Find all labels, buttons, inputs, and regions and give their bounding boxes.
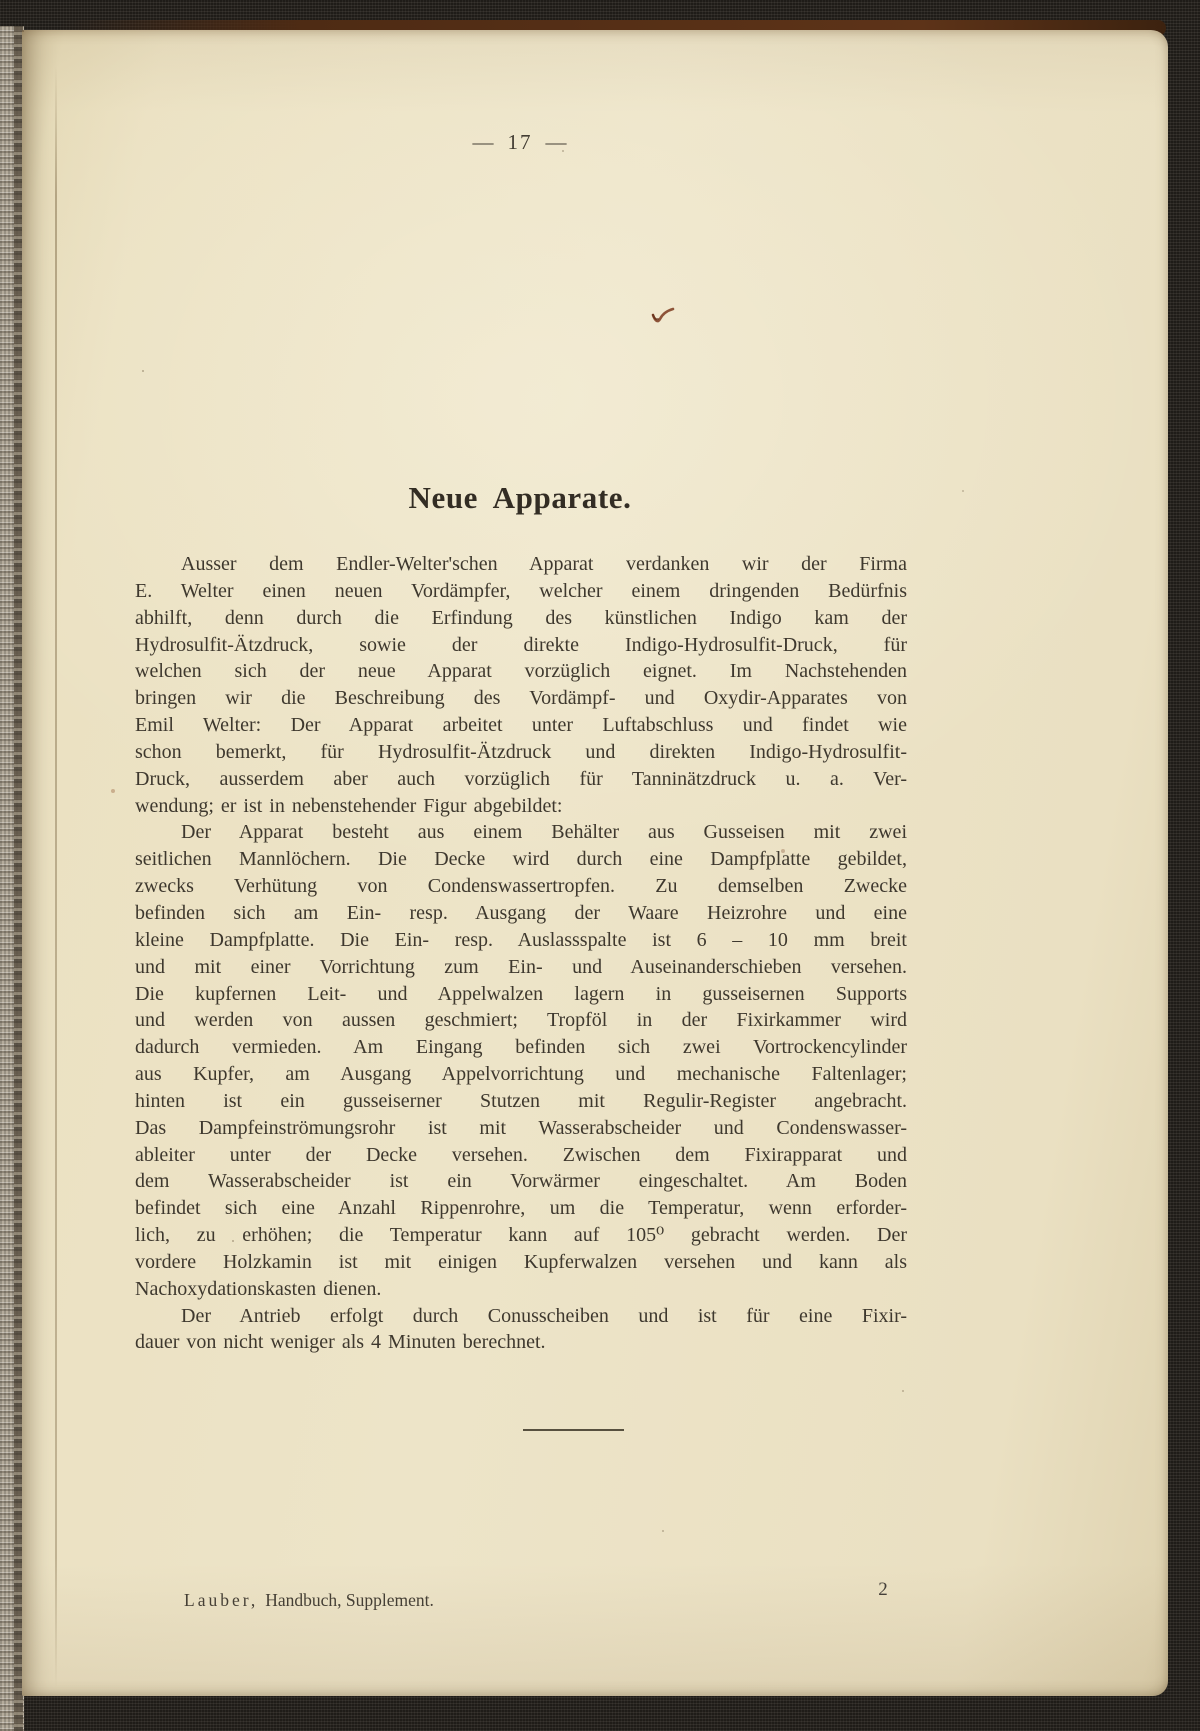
text-line: Nachoxydationskasten dienen. xyxy=(135,1277,382,1300)
footer-imprint xyxy=(184,1590,434,1611)
text-line: und mit einer Vorrichtung zum Ein- und Auseinanderschieben versehen. xyxy=(135,955,907,978)
text-line: hinten ist ein gusseiserner Stutzen mit Regulir-Register angebracht. xyxy=(135,1089,907,1112)
text-line: abhilft, denn durch die Erfindung des künstlichen Indigo kam der xyxy=(135,606,907,629)
text-line: befinden sich am Ein- resp. Ausgang der Waare Heizrohre und eine xyxy=(135,901,907,924)
text-line: lich, zu erhöhen; die Temperatur kann auf 105⁰ gebracht werden. Der xyxy=(135,1224,907,1247)
text-line: Hydrosulfit-Ätzdruck, sowie der direkte Indigo-Hydrosulfit-Druck, für xyxy=(135,633,907,656)
text-line: dauer von nicht weniger als 4 Minuten berechnet. xyxy=(135,1331,546,1354)
text-line: Emil Welter: Der Apparat arbeitet unter Luftabschluss und findet wie xyxy=(135,714,907,737)
text-line: wendung; er ist in nebenstehender Figur abgebildet: xyxy=(135,794,563,817)
paper-specks xyxy=(22,30,24,32)
text-line: und werden von aussen geschmiert; Tropföl in der Fixirkammer wird xyxy=(135,1009,907,1032)
page-gutter-crease xyxy=(55,66,57,1688)
text-line: ableiter unter der Decke versehen. Zwischen dem Fixirapparat und xyxy=(135,1143,907,1166)
header-dash-right: — xyxy=(545,130,568,154)
section-divider-rule xyxy=(523,1429,624,1431)
text-line: schon bemerkt, für Hydrosulfit-Ätzdruck und direkten Indigo-Hydrosulfit- xyxy=(135,740,907,763)
text-line: vordere Holzkamin ist mit einigen Kupferwalzen versehen und kann als xyxy=(135,1250,907,1273)
text-line: welchen sich der neue Apparat vorzüglich eignet. Im Nachstehenden xyxy=(135,660,907,683)
body-text xyxy=(135,551,907,1356)
signature-number: 2 xyxy=(878,1579,888,1600)
text-line: E. Welter einen neuen Vordämpfer, welcher einem dringenden Bedürfnis xyxy=(135,579,907,602)
book-binding xyxy=(0,26,24,1731)
header-page-number: 17 xyxy=(507,130,533,154)
text-line: aus Kupfer, am Ausgang Appelvorrichtung und mechanische Faltenlager; xyxy=(135,1063,907,1086)
text-line: dem Wasserabscheider ist ein Vorwärmer eingeschaltet. Am Boden xyxy=(135,1170,907,1193)
imprint-author: Lauber, xyxy=(184,1590,259,1610)
page-number-header xyxy=(135,130,905,155)
text-line: Der Antrieb erfolgt durch Conusscheiben und ist für eine Fixir- xyxy=(181,1304,907,1327)
text-line: zwecks Verhütung von Condenswassertropfen. Zu demselben Zwecke xyxy=(135,875,907,898)
text-line: kleine Dampfplatte. Die Ein- resp. Auslassspalte ist 6 – 10 mm breit xyxy=(135,928,907,951)
text-line: Druck, ausserdem aber auch vorzüglich für Tanninätzdruck u. a. Ver- xyxy=(135,767,907,790)
text-line: bringen wir die Beschreibung des Vordämpf- und Oxydir-Apparates von xyxy=(135,687,907,710)
imprint-title: Handbuch, Supplement. xyxy=(265,1590,434,1610)
text-line: seitlichen Mannlöchern. Die Decke wird durch eine Dampfplatte gebildet, xyxy=(135,848,907,871)
text-line: dadurch vermieden. Am Eingang befinden sich zwei Vortrockencylinder xyxy=(135,1036,907,1059)
text-line: Ausser dem Endler-Welter'schen Apparat verdanken wir der Firma xyxy=(181,553,907,575)
ink-mark-icon xyxy=(650,306,678,335)
text-line: Die kupfernen Leit- und Appelwalzen lagern in gusseisernen Supports xyxy=(135,982,907,1005)
text-line: Der Apparat besteht aus einem Behälter aus Gusseisen mit zwei xyxy=(181,821,907,844)
text-line: befindet sich eine Anzahl Rippenrohre, um die Temperatur, wenn erforder- xyxy=(135,1197,907,1220)
page-title: Neue Apparate. xyxy=(408,480,632,515)
text-line: Das Dampfeinströmungsrohr ist mit Wasserabscheider und Condenswasser- xyxy=(135,1116,907,1139)
header-dash-left: — xyxy=(472,130,495,154)
book-page xyxy=(22,30,1168,1696)
